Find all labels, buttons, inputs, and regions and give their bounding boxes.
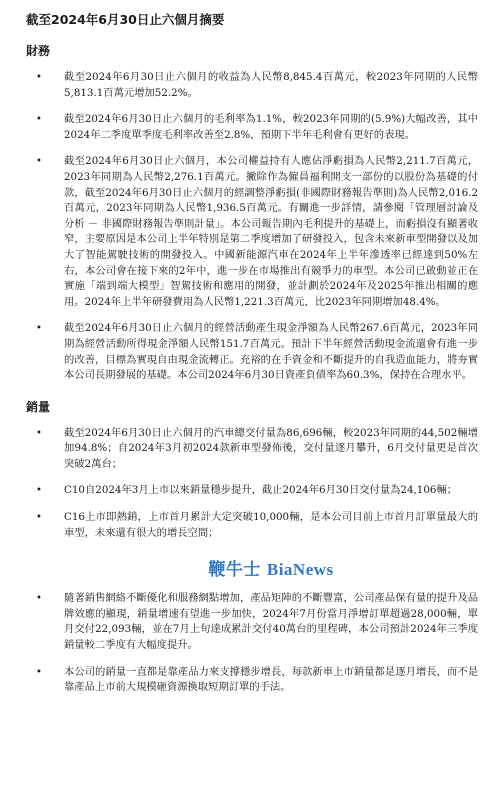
watermark-cn: 鞭牛士 xyxy=(208,560,261,580)
bianews-watermark-logo xyxy=(26,555,478,580)
bullet-text: 隨著銷售網絡不斷優化和服務網點增加，產品矩陣的不斷豐富，公司產品保有量的提升及品牌效應的顯現，銷量增速有望進一步加快，2024年7月份當月淨增訂單超過28,000輛，單月交付22,093輛，並在7月上旬達成累計交付40萬台的里程碑，本公司預計2024年三季度銷量較二季度有大幅度提升。 xyxy=(64,592,478,652)
bullet-dot-icon: • xyxy=(36,72,42,83)
bullet-dot-icon: • xyxy=(36,593,42,605)
section-sales xyxy=(26,398,478,696)
bullet-dot-icon: • xyxy=(36,114,42,126)
list-item xyxy=(26,426,478,473)
section-finance xyxy=(26,42,478,384)
list-item xyxy=(26,321,478,383)
list-item xyxy=(26,154,478,310)
bullet-dot-icon: • xyxy=(36,323,42,335)
list-item xyxy=(26,112,478,143)
bullet-dot-icon: • xyxy=(36,156,42,168)
list-item xyxy=(26,510,478,541)
bullet-text: 截至2024年6月30日止六個月的收益為人民幣8,845.4百萬元，較2023年同期的人民幣5,813.1百萬元增加52.2%。 xyxy=(64,71,478,99)
bullet-text: 截至2024年6月30日止六個月，本公司權益持有人應佔淨虧損為人民幣2,211.7百萬元，2023年同期為人民幣2,276.1百萬元。撇除作為僱員福利開支一部份的以股份為基礎的付款，截至2024年6月30日止六個月的經調整淨虧損(非國際財務報告準則)為人民幣2,016.2百萬元，2023年同期為人民幣1,936.5百萬元。有關進一步詳情，請參閱「管理層討論及分析 － 非國際財務報告準則計量」。本公司報告期內毛利提升的基礎上，而虧損沒有顯著收窄，主要原因是本公司上半年特別是第二季度增加了研發投入，包含未來新車型開發以及加大了智能駕駛技術的開發投入。中國新能源汽車在2024年上半年滲透率已經達到50%左右，本公司會在接下來的2年中，進一步在市場推出有競爭力的車型。本公司已啟動並正在實施「端到端大模型」智駕技術和應用的開發，並計劃於2024年及2025年推出相關的應用。2024年上半年研發費用為人民幣1,221.3百萬元，比2023年同期增加48.4%。 xyxy=(64,155,478,308)
page-title: 截至2024年6月30日止六個月摘要 xyxy=(26,12,225,27)
bullet-text: C16上市即熱銷，上市首月累計大定突破10,000輛，是本公司目前上市首月訂單量最大的車型，未來還有很大的增長空間； xyxy=(64,511,478,539)
bullet-dot-icon: • xyxy=(36,427,42,439)
bullet-text: C10自2024年3月上市以來銷量穩步提升，截止2024年6月30日交付量為24,106輛； xyxy=(64,484,458,497)
sales-bullet-list-continued xyxy=(26,591,478,696)
bullet-text: 本公司的銷量一直都是靠產品力來支撐穩步增長，每款新車上市銷量都是逐月增長，而不是靠產品上市前大規模砸資源換取短期訂單的手法。 xyxy=(64,665,478,694)
bullet-dot-icon: • xyxy=(36,666,42,678)
list-item xyxy=(26,483,478,499)
bullet-dot-icon: • xyxy=(36,485,42,497)
finance-bullet-list xyxy=(26,70,478,384)
section-heading-sales: 銷量 xyxy=(26,399,51,414)
section-heading-finance: 財務 xyxy=(26,44,51,58)
list-item xyxy=(26,70,478,101)
list-item xyxy=(26,591,478,653)
bullet-text: 截至2024年6月30日止六個月的汽車總交付量為86,696輛，較2023年同期的44,502輛增加94.8%；自2024年3月初2024款新車型發佈後，交付量逐月攀升，6月交付量更是首次突破2萬台； xyxy=(64,426,478,470)
bullet-text: 截至2024年6月30日止六個月的經營活動產生現金淨額為人民幣267.6百萬元，2023年同期為經營活動所得現金淨額人民幣151.7百萬元。預計下半年經營活動現金流還會有進一步的改善，目標為實現自由現金流轉正。充裕的在手資金和不斷提升的自我造血能力，將夯實本公司長期發展的基礎。本公司2024年6月30日資產負債率為60.3%，保持在合理水平。 xyxy=(64,322,478,382)
sales-bullet-list xyxy=(26,426,478,542)
watermark-en: BiaNews xyxy=(266,560,334,580)
bullet-dot-icon: • xyxy=(36,512,42,524)
bullet-text: 截至2024年6月30日止六個月的毛利率為1.1%，較2023年同期的(5.9%)大幅改善，其中2024年二季度單季度毛利率改善至2.8%，預期下半年毛利會有更好的表現。 xyxy=(64,113,478,141)
list-item xyxy=(26,665,478,696)
